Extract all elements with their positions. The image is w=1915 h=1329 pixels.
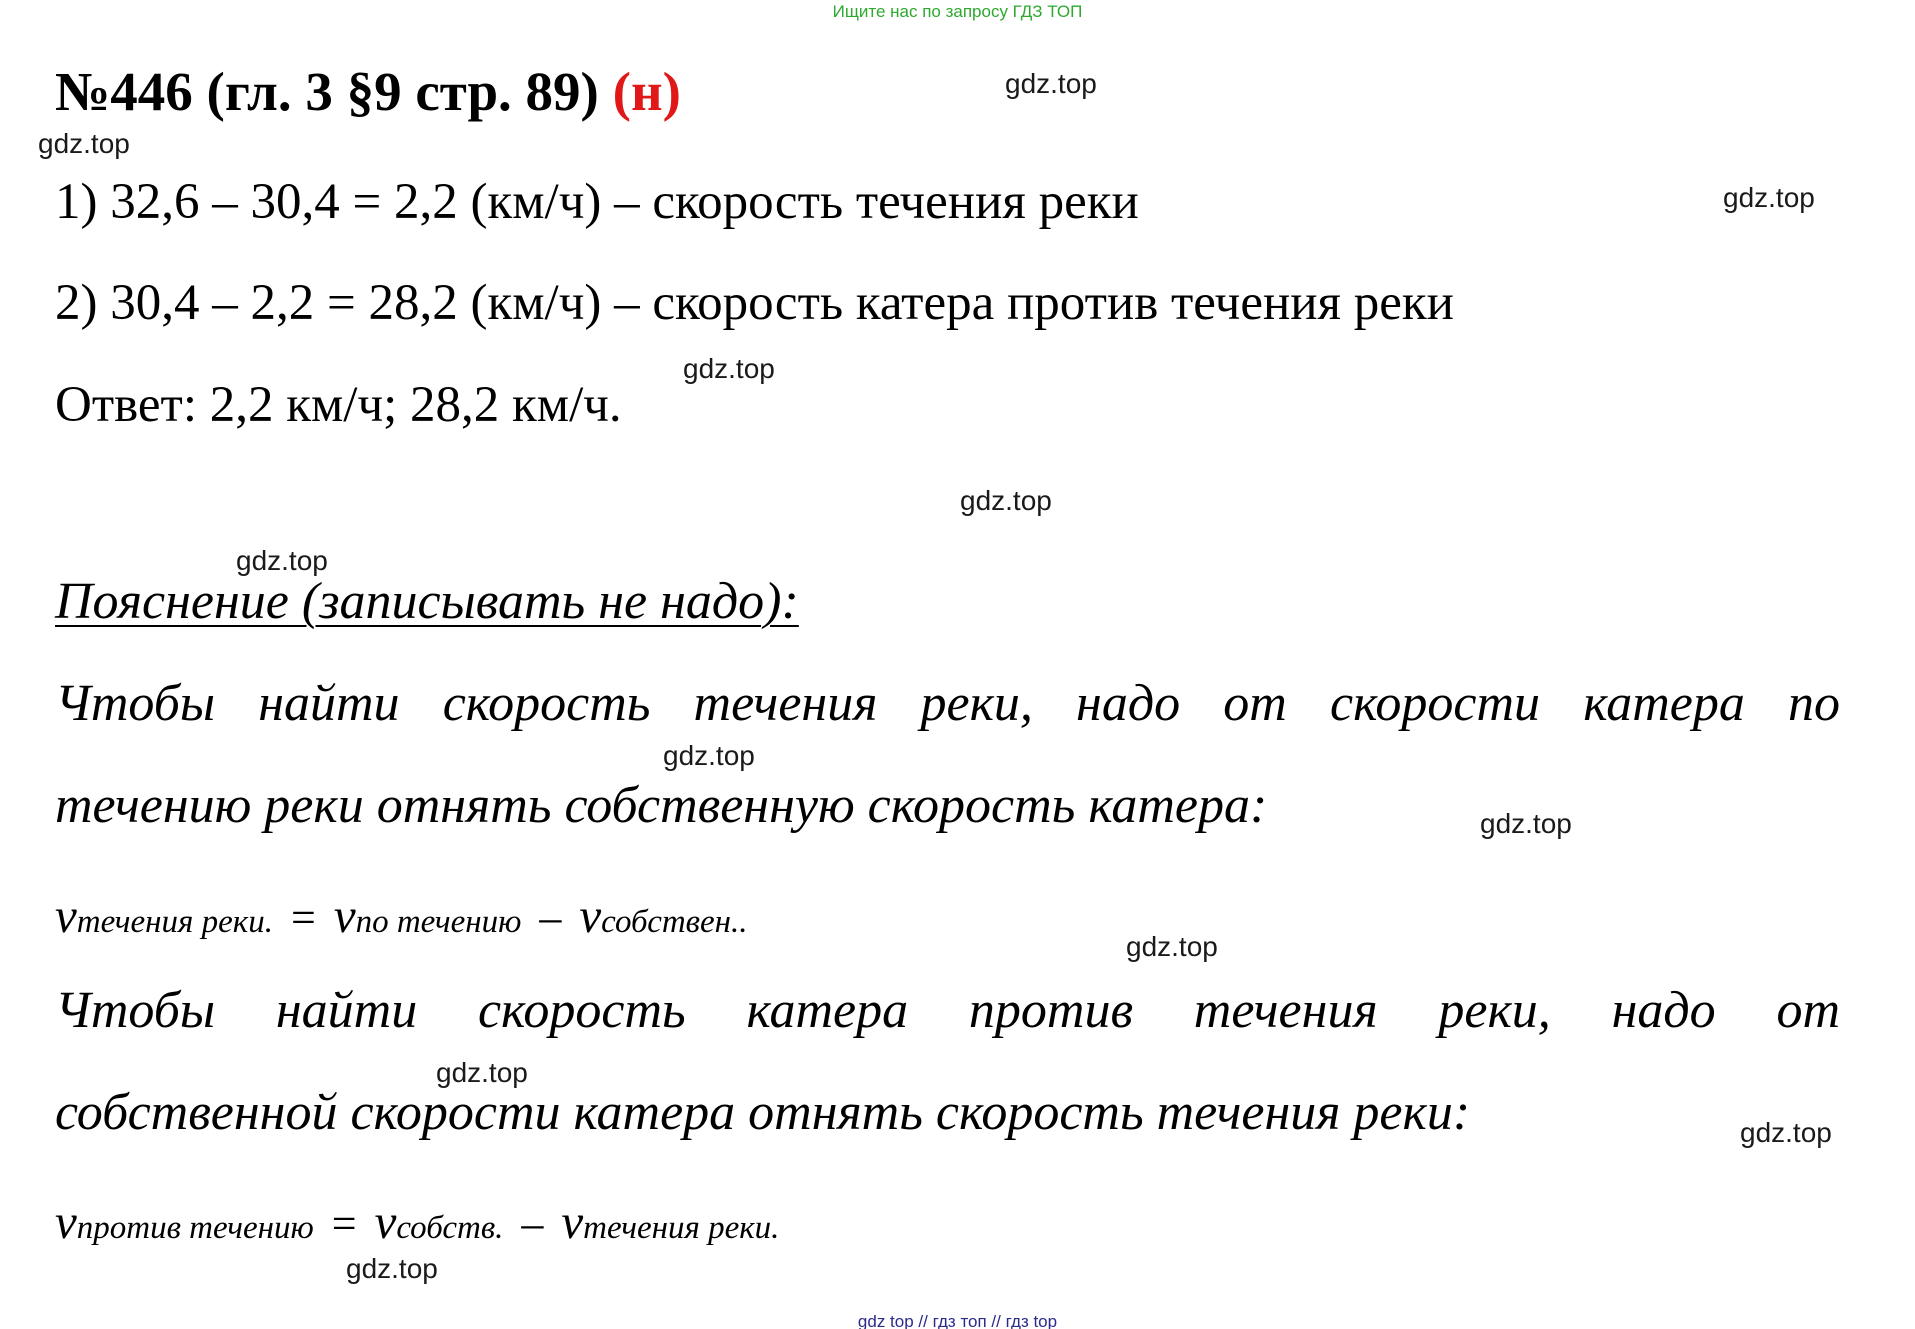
formula1-v3: v [579,888,602,943]
answer-line: Ответ: 2,2 км/ч; 28,2 км/ч. [55,377,622,433]
watermark: gdz.top [346,1253,438,1284]
watermark: gdz.top [38,128,130,159]
explanation-para2-line2: собственной скорости катера отнять скорость течения реки: [55,1084,1471,1141]
watermark: gdz.top [1126,931,1218,962]
problem-number: №446 (гл. 3 §9 стр. 89) [55,61,599,122]
footer-links: gdz top // гдз топ // гдз top [857,1312,1058,1329]
watermark: gdz.top [960,485,1052,516]
solution-step-2: 2) 30,4 – 2,2 = 28,2 (км/ч) – скорость катера против течения реки [55,275,1454,331]
formula2-sub2: собств. [396,1210,504,1246]
watermark: gdz.top [236,545,328,576]
formula1-v1: v [55,888,77,943]
formula-current-speed [55,888,748,943]
problem-heading [55,61,681,122]
formula2-sub3: течения реки. [583,1210,780,1246]
formula1-equals: = [290,893,316,942]
watermark: gdz.top [683,353,775,384]
watermark: gdz.top [1005,68,1097,99]
new-marker: (н) [612,61,681,122]
explanation-para2-line1: Чтобы найти скорость катера против течения реки, надо от [55,982,1840,1039]
watermark: gdz.top [436,1057,528,1088]
watermark: gdz.top [1480,808,1572,839]
formula2-v3: v [561,1194,584,1249]
formula2-v2: v [374,1194,397,1249]
formula2-sub1: против течению [76,1210,314,1246]
formula1-sub2: по течению [355,904,522,940]
formula1-v2: v [333,888,356,943]
formula2-v1: v [55,1194,77,1249]
watermark: gdz.top [1723,182,1815,213]
formula1-sub3: собствен.. [601,904,748,940]
formula2-equals: = [331,1199,357,1248]
watermark: gdz.top [1740,1117,1832,1148]
solution-step-1: 1) 32,6 – 30,4 = 2,2 (км/ч) – скорость течения реки [55,174,1139,230]
watermark: gdz.top [663,740,755,771]
formula1-sub1: течения реки. [76,904,273,940]
explanation-para1-line2: течению реки отнять собственную скорость катера: [55,777,1268,834]
explanation-para1-line1: Чтобы найти скорость течения реки, надо от скорости катера по [55,675,1840,732]
explanation-heading: Пояснение (записывать не надо): [55,573,799,630]
top-tagline: Ищите нас по запросу ГДЗ ТОП [832,2,1083,21]
formula2-minus: – [521,1199,544,1248]
formula1-minus: – [539,893,562,942]
formula-upstream-speed [55,1194,780,1249]
